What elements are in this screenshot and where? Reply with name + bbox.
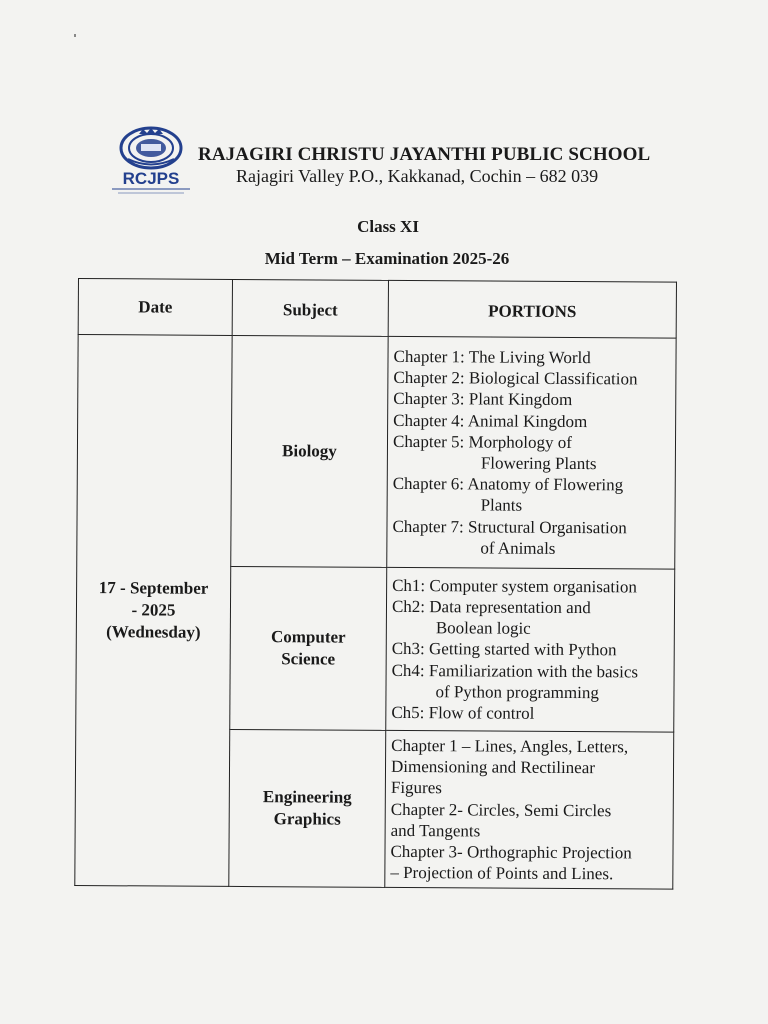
list-item: Ch5: Flow of control	[391, 702, 535, 723]
school-name: RAJAGIRI CHRISTU JAYANTHI PUBLIC SCHOOL	[198, 144, 651, 165]
date-header: Date	[78, 279, 232, 336]
class-title: Class XI	[357, 217, 419, 236]
exam-date-cell	[75, 335, 232, 887]
list-item: Chapter 2: Biological Classification	[393, 368, 638, 389]
list-item-continuation: Boolean logic	[435, 618, 531, 638]
list-item-continuation: of Animals	[480, 538, 556, 558]
list-item: Chapter 2- Circles, Semi Circles	[390, 799, 612, 820]
list-item: Dimensioning and Rectilinear	[390, 757, 596, 778]
school-header	[108, 126, 708, 196]
list-item: – Projection of Points and Lines.	[390, 863, 614, 884]
list-item: Figures	[390, 778, 442, 798]
list-item-continuation: Plants	[480, 495, 523, 516]
list-item: Ch4: Familiarization with the basics	[391, 660, 639, 682]
list-item: Ch3: Getting started with Python	[391, 639, 617, 660]
portions-biology	[387, 336, 676, 569]
logo-text: RCJPS	[122, 169, 180, 188]
subject-computer-science	[230, 566, 387, 730]
list-item-continuation: Flowering Plants	[480, 453, 597, 474]
subject-name: Computer	[270, 627, 346, 647]
subject-engineering-graphics	[229, 729, 386, 887]
list-item: Chapter 4: Animal Kingdom	[393, 410, 588, 431]
list-item: Chapter 5: Morphology of	[392, 431, 573, 452]
scan-speck	[74, 34, 76, 37]
portions-computer-science	[386, 567, 675, 732]
portions-header: PORTIONS	[388, 280, 676, 338]
date-line: 17 - September	[98, 578, 209, 599]
list-item: Ch2: Data representation and	[391, 596, 591, 618]
list-item: Chapter 7: Structural Organisation	[392, 516, 627, 537]
date-weekday: (Wednesday)	[106, 622, 201, 642]
list-item: Chapter 6: Anatomy of Flowering	[392, 474, 624, 495]
subject-header: Subject	[232, 279, 388, 336]
school-address: Rajagiri Valley P.O., Kakkanad, Cochin – 682 039	[236, 166, 599, 186]
subject-name: Biology	[281, 441, 337, 461]
school-logo-icon	[108, 126, 192, 196]
date-line: - 2025	[131, 600, 176, 620]
subject-biology	[231, 335, 388, 567]
list-item: Ch1: Computer system organisation	[392, 575, 637, 597]
exam-title: Mid Term – Examination 2025-26	[264, 249, 510, 268]
table-header-row	[78, 279, 676, 339]
list-item: Chapter 3- Orthographic Projection	[390, 841, 632, 863]
list-item: Chapter 1: The Living World	[393, 346, 591, 368]
portions-engineering-graphics	[385, 730, 674, 889]
subject-name: Science	[281, 649, 336, 669]
portions-table	[74, 278, 677, 890]
list-item: Chapter 1 – Lines, Angles, Letters,	[391, 735, 629, 757]
list-item: and Tangents	[390, 820, 481, 841]
list-item-continuation: of Python programming	[435, 681, 599, 702]
table-row	[77, 335, 676, 570]
list-item: Chapter 3: Plant Kingdom	[393, 389, 573, 410]
subject-name: Engineering	[262, 787, 352, 807]
subject-name: Graphics	[273, 809, 341, 829]
